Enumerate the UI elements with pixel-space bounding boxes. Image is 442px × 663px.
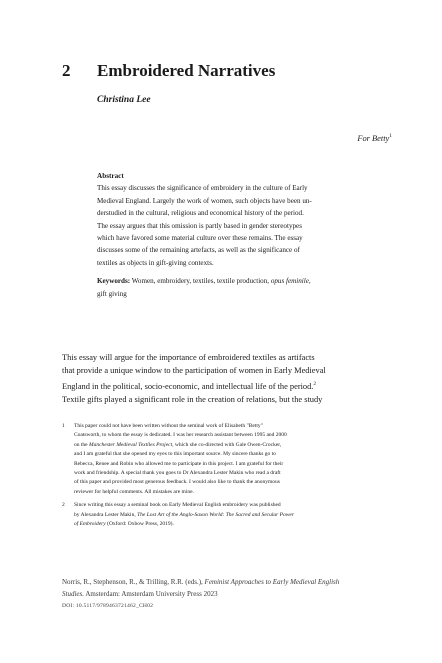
- body-text: [62, 351, 398, 406]
- footnote: [62, 501, 398, 529]
- abstract-line: discusses some of the remaining artefacts, as well as the significance of: [97, 246, 300, 255]
- footnotes: [62, 422, 398, 533]
- chapter-title: Embroidered Narratives: [97, 61, 276, 80]
- abstract-line: The essay argues that this omission is partly based in gender stereotypes: [97, 221, 302, 230]
- footnote-ref[interactable]: 2: [313, 380, 317, 387]
- chapter-number: 2: [62, 61, 71, 80]
- dedication-text: For Betty: [357, 133, 390, 143]
- body-line: Textile gifts played a significant role in the creation of relations, but the study: [62, 394, 323, 404]
- abstract: [97, 170, 397, 300]
- footnote: [62, 422, 398, 497]
- footnote-number: 2: [62, 502, 65, 509]
- footnote-number: 1: [62, 423, 65, 429]
- body-line: that provide a unique window to the participation of women in Early Medieval: [62, 366, 326, 376]
- keywords: [97, 275, 397, 300]
- body-line: England in the political, socio-economic, and intellectual life of the period.: [62, 381, 314, 391]
- dedication: [357, 133, 392, 143]
- abstract-text: [97, 182, 397, 269]
- abstract-line: derstudied in the cultural, religious and economical history of the period.: [97, 209, 304, 218]
- citation-doi[interactable]: DOI: 10.5117/9789463721462_CH02: [62, 603, 154, 609]
- citation-line-1: Norris, R., Stephenson, R., & Trilling, R.R. (eds.), Feminist Approaches to Early Medieval English: [62, 578, 340, 586]
- abstract-line: which have favored some material culture over these remains. The essay: [97, 234, 303, 243]
- chapter-author: Christina Lee: [97, 95, 151, 105]
- abstract-line: Medieval England. Largely the work of women, such objects have been un-: [97, 196, 312, 205]
- keywords-list-cont: gift giving: [97, 289, 127, 298]
- citation: [62, 576, 398, 612]
- abstract-line: textiles as objects in gift-giving contexts.: [97, 258, 214, 267]
- dedication-footnote-ref[interactable]: 1: [389, 133, 392, 139]
- abstract-heading: Abstract: [97, 172, 124, 180]
- keywords-italic: opus feminile,: [270, 277, 311, 286]
- footnote-text: This paper could not have been written without the seminal work of Elisabeth "Betty" Coatsworth, to whom the essay is dedicated. I was her research assistant between 1995 and 2000 on the Manchester Medieval Textiles Project, which she co-directed with Gale Owen-Crocker, and I am grateful that she opened my eyes to this important source. My sincere thanks go to Rebecca, Renee and Robin who allowed me to participate in this project. I am grateful for their work and friendship. A special thank you goes to Dr Alexandra Lester Makin who read a draft of this paper and provided most generous feedback. I would also like to thank the anonymous reviewer for helpful comments. All mistakes are mine.: [74, 423, 287, 495]
- body-line: This essay will argue for the importance of embroidered textiles as artifacts: [62, 353, 315, 362]
- keywords-list: Women, embroidery, textiles, textile production,: [131, 277, 270, 286]
- abstract-line: This essay discusses the significance of embroidery in the culture of Early: [97, 184, 308, 193]
- citation-line-2: Studies. Amsterdam: Amsterdam University Press 2023: [62, 590, 218, 598]
- keywords-label: Keywords:: [97, 277, 131, 286]
- footnote-text: Since writing this essay a seminal book on Early Medieval English embroidery was published by Alexandra Lester Makin, The Lost Art of the Anglo-Saxon World: The Sacred and Secular Power of Embroidery (Oxford: Oxbow Press, 2019).: [74, 502, 294, 528]
